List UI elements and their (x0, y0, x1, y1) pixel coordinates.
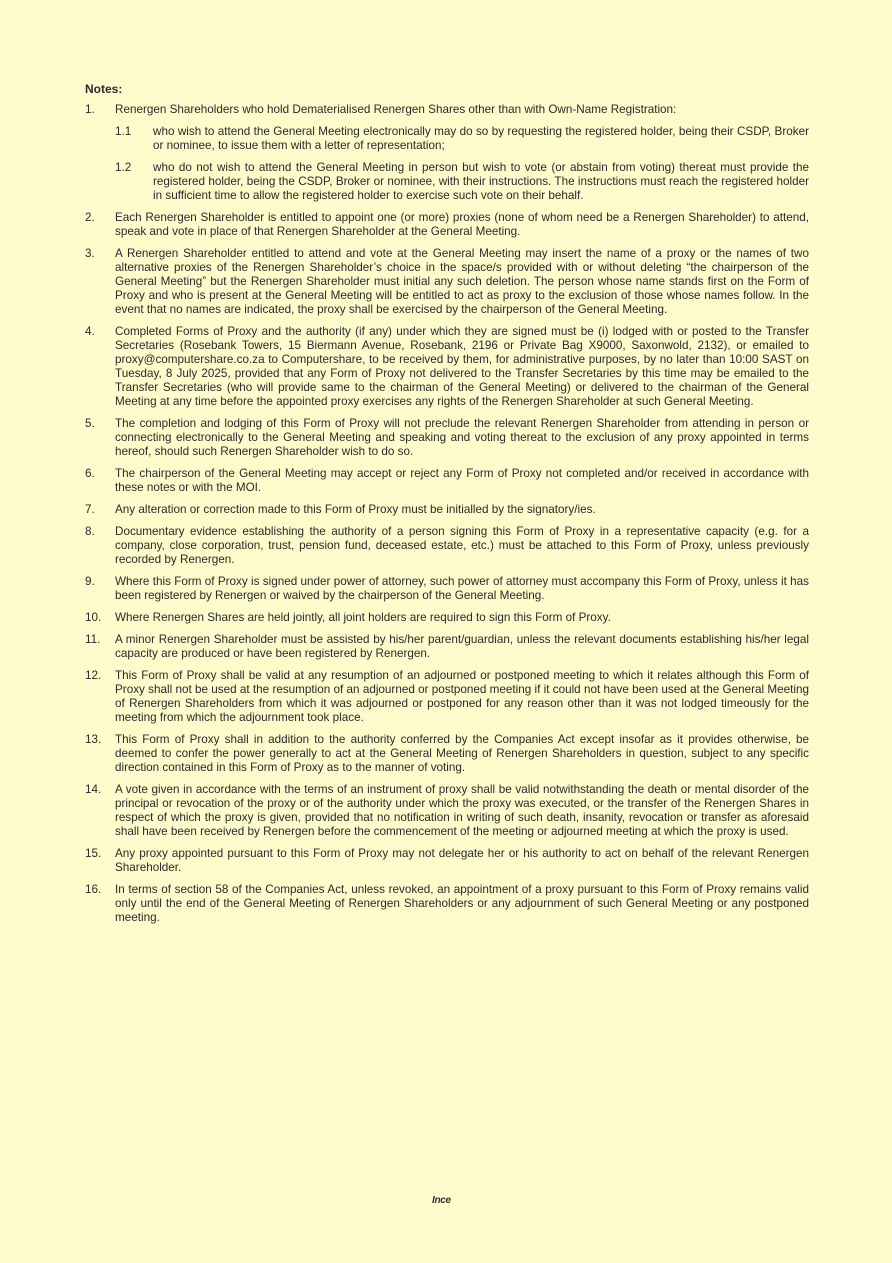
note-item-13 (85, 733, 809, 775)
note-text: This Form of Proxy shall in addition to the authority conferred by the Companies Act except insofar as it provides otherwise, be deemed to confer the power generally to act at the General Meeting of Renergen Shareholders in question, subject to any specific direction contained in this Form of Proxy as to the manner of voting. (115, 733, 809, 774)
note-text: In terms of section 58 of the Companies Act, unless revoked, an appointment of a proxy pursuant to this Form of Proxy remains valid only until the end of the General Meeting of Renergen Shareholders or any adjournment of such General Meeting or any postponed meeting. (115, 883, 809, 924)
note-subitem-1-2 (115, 161, 809, 203)
note-item-15 (85, 847, 809, 875)
note-number: 14. (85, 783, 102, 796)
note-number: 3. (85, 247, 95, 260)
note-item-7 (85, 503, 809, 517)
note-item-3 (85, 247, 809, 317)
note-text: A Renergen Shareholder entitled to attend and vote at the General Meeting may insert the name of a proxy or the names of two alternative proxies of the Renergen Shareholder’s choice in the space/s provided with or without deleting “the chairperson of the General Meeting” but the Renergen Shareholder must initial any such deletion. The person whose name stands first on the Form of Proxy and who is present at the General Meeting will be entitled to act as proxy to the exclusion of those whose names follow. In the event that no names are indicated, the proxy shall be exercised by the chairperson of the General Meeting. (115, 247, 809, 316)
note-number: 1. (85, 103, 95, 116)
note-number: 13. (85, 733, 102, 746)
note-subitem-1-1 (115, 125, 809, 153)
note-number: 15. (85, 847, 102, 860)
note-number: 10. (85, 611, 102, 624)
notes-section (85, 82, 809, 933)
subitem-number: 1.2 (115, 161, 132, 174)
note-text: Documentary evidence establishing the authority of a person signing this Form of Proxy in a representative capacity (e.g. for a company, close corporation, trust, pension fund, deceased estate, etc.) must be attached to this Form of Proxy, unless previously recorded by Renergen. (115, 525, 809, 566)
note-text: Any alteration or correction made to this Form of Proxy must be initialled by the signatory/ies. (115, 503, 596, 516)
note-text: Each Renergen Shareholder is entitled to appoint one (or more) proxies (none of whom need be a Renergen Shareholder) to attend, speak and vote in place of that Renergen Shareholder at the General Meeting. (115, 211, 809, 238)
note-item-6 (85, 467, 809, 495)
note-text: Completed Forms of Proxy and the authority (if any) under which they are signed must be (i) lodged with or posted to the Transfer Secretaries (Rosebank Towers, 15 Biermann Avenue, Rosebank, 2196 or Private Bag X9000, Saxonwold, 2132), or emailed to proxy@computershare.co.za to Computershare, to be received by them, for administrative purposes, by no later than 10:00 SAST on Tuesday, 8 July 2025, provided that any Form of Proxy not delivered to the Transfer Secretaries by this time may be emailed to the Transfer Secretaries (who will provide same to the chairman of the General Meeting) or delivered to the chairman of the General Meeting at any time before the appointed proxy exercises any rights of the Renergen Shareholder at such General Meeting. (115, 325, 809, 408)
note-item-5 (85, 417, 809, 459)
subitem-text: who do not wish to attend the General Meeting in person but wish to vote (or abstain from voting) thereat must provide the registered holder, being the CSDP, Broker or nominee, with their instructions. The instructions must reach the registered holder in sufficient time to allow the registered holder to exercise such vote on their behalf. (153, 161, 809, 202)
note-text: The chairperson of the General Meeting may accept or reject any Form of Proxy not completed and/or received in accordance with these notes or with the MOI. (115, 467, 809, 494)
note-number: 8. (85, 525, 95, 538)
note-item-2 (85, 211, 809, 239)
note-number: 6. (85, 467, 95, 480)
note-number: 7. (85, 503, 95, 516)
note-text: Where this Form of Proxy is signed under power of attorney, such power of attorney must accompany this Form of Proxy, unless it has been registered by Renergen or waived by the chairperson of the General Meeting. (115, 575, 809, 602)
note-text: A vote given in accordance with the terms of an instrument of proxy shall be valid notwithstanding the death or mental disorder of the principal or revocation of the proxy or of the authority under which the proxy was executed, or the transfer of the Renergen Shares in respect of which the proxy is given, provided that no notification in writing of such death, insanity, revocation or transfer as aforesaid shall have been received by Renergen before the commencement of the meeting or adjourned meeting at which the proxy is used. (115, 783, 809, 838)
note-text: Any proxy appointed pursuant to this Form of Proxy may not delegate her or his authority to act on behalf of the relevant Renergen Shareholder. (115, 847, 809, 874)
note-text: Where Renergen Shares are held jointly, all joint holders are required to sign this Form of Proxy. (115, 611, 611, 624)
note-number: 16. (85, 883, 102, 896)
note-text: A minor Renergen Shareholder must be assisted by his/her parent/guardian, unless the relevant documents establishing his/her legal capacity are produced or have been registered by Renergen. (115, 633, 809, 660)
note-text: The completion and lodging of this Form of Proxy will not preclude the relevant Renergen Shareholder from attending in person or connecting electronically to the General Meeting and speaking and voting thereat to the exclusion of any proxy appointed in terms hereof, should such Renergen Shareholder wish to do so. (115, 417, 809, 458)
note-item-16 (85, 883, 809, 925)
ince-logo: Ince (432, 1195, 451, 1206)
note-number: 5. (85, 417, 95, 430)
notes-heading: Notes: (85, 82, 123, 96)
note-number: 2. (85, 211, 95, 224)
note-item-14 (85, 783, 809, 839)
note-text: Renergen Shareholders who hold Dematerialised Renergen Shares other than with Own-Name Registration: (115, 103, 677, 116)
note-number: 9. (85, 575, 95, 588)
note-item-9 (85, 575, 809, 603)
note-number: 12. (85, 669, 102, 682)
note-number: 11. (85, 633, 101, 646)
subitem-text: who wish to attend the General Meeting electronically may do so by requesting the registered holder, being their CSDP, Broker or nominee, to issue them with a letter of representation; (153, 125, 809, 152)
note-item-11 (85, 633, 809, 661)
note-number: 4. (85, 325, 95, 338)
note-text: This Form of Proxy shall be valid at any resumption of an adjourned or postponed meeting to which it relates although this Form of Proxy shall not be used at the resumption of an adjourned or postponed meeting if it could not have been used at the General Meeting of Renergen Shareholders from which it was adjourned or postponed for any reason other than it was not lodged timeously for the meeting from which the adjournment took place. (115, 669, 809, 724)
note-item-12 (85, 669, 809, 725)
note-item-1 (85, 103, 809, 203)
note-item-8 (85, 525, 809, 567)
note-item-4 (85, 325, 809, 409)
subitem-number: 1.1 (115, 125, 132, 138)
note-item-10 (85, 611, 809, 625)
